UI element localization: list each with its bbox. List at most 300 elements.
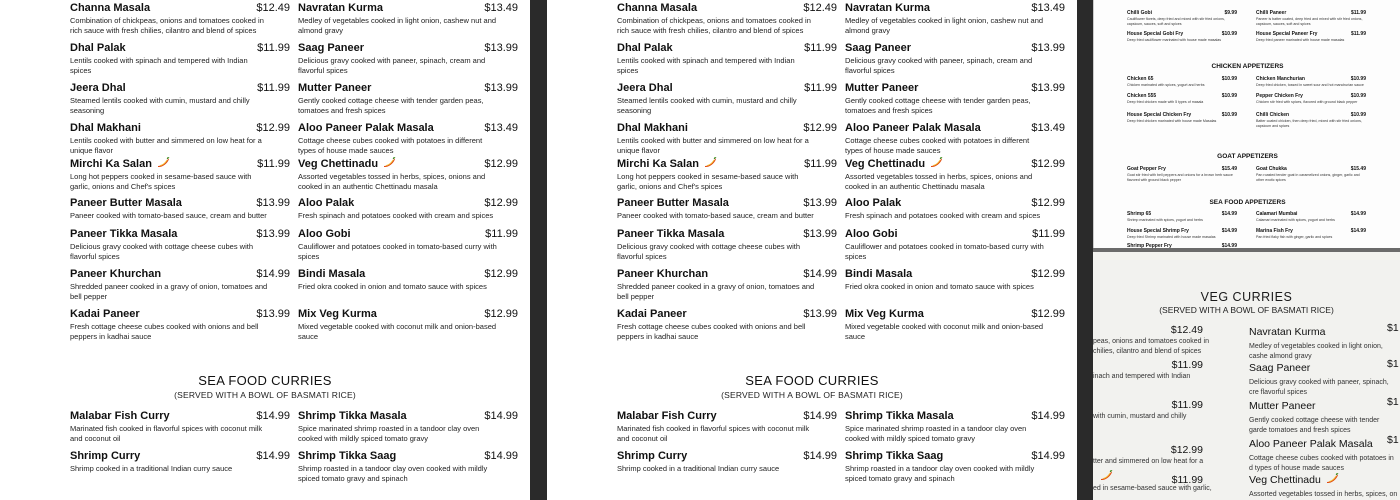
menu-item-price: $10.99 — [1221, 93, 1237, 99]
menu-item-row — [1127, 112, 1237, 118]
menu-item — [70, 308, 290, 342]
menu-item-price: $11.99 — [1350, 31, 1366, 37]
menu-item-description: Medley of vegetables cooked in light onion, cashe almond gravy — [1249, 343, 1383, 360]
menu-item-price: $12.99 — [1031, 197, 1065, 209]
menu-item — [1093, 324, 1213, 356]
menu-item-name-text: Aloo Gobi — [845, 228, 898, 240]
menu-item-description: Medley of vegetables cooked in light onion, cashew nut and almond gravy — [845, 16, 1044, 35]
menu-item — [1127, 10, 1237, 26]
menu-item-row — [1256, 166, 1366, 172]
menu-item-row — [70, 42, 290, 54]
menu-item-description: Spice marinated shrimp roasted in a tandoor clay oven cooked with mildly spiced tomato gravy — [298, 424, 480, 443]
menu-item-price: $11.99 — [804, 82, 837, 94]
menu-item-row — [845, 122, 1065, 134]
menu-item-row — [298, 308, 518, 320]
menu-item — [1249, 470, 1399, 500]
menu-item-description: Steamed lentils cooked with cumin, mustard and chilly seasoning — [617, 96, 797, 115]
menu-item-name-text: Mirchi Ka Salan — [617, 158, 699, 170]
menu-item-row — [845, 42, 1065, 54]
menu-item-description: Delicious gravy cooked with cottage cheese cubes with flavorful spices — [617, 242, 801, 261]
menu-item-name — [617, 157, 717, 170]
menu-item — [298, 410, 518, 444]
menu-item — [845, 268, 1065, 292]
chili-pepper-icon — [703, 157, 717, 168]
menu-item-price: $10.99 — [1350, 76, 1366, 82]
menu-item-price: $12.99 — [256, 122, 290, 134]
menu-item — [70, 82, 290, 116]
menu-item-name — [298, 157, 396, 170]
menu-item-name: Chicken 65 — [1127, 76, 1154, 82]
menu-item-description: with cumin, mustard and chilly — [1093, 413, 1187, 420]
menu-item-description: Shredded paneer cooked in a gravy of onion, tomatoes and bell pepper — [617, 282, 815, 301]
menu-item-name — [845, 228, 898, 240]
menu-item-description: Lentils cooked with butter and simmered on low heat for a unique flavor — [70, 136, 262, 155]
menu-item-row — [298, 410, 518, 422]
menu-item-description: Deep fried chicken made with 5 types of masala — [1127, 100, 1204, 104]
menu-item-description: Combination of chickpeas, onions and tomatoes cooked in rich sauce with fresh chilies, cilantro and blend of spices — [70, 16, 264, 35]
menu-item-description: Gently cooked cottage cheese with tender garden peas, tomatoes and fresh spices — [298, 96, 484, 115]
menu-item-row — [617, 2, 837, 14]
section-header — [10, 373, 520, 400]
menu-item-price: $12.99 — [484, 158, 518, 170]
menu-item — [617, 228, 837, 262]
menu-item-row — [845, 308, 1065, 320]
section-header — [1093, 290, 1400, 315]
menu-item-row — [298, 197, 518, 209]
menu-item-price: $11.99 — [257, 42, 290, 54]
menu-item-price: $1 — [1387, 396, 1399, 408]
menu-item-name-text: Dhal Palak — [617, 42, 673, 54]
section-header — [557, 373, 1067, 400]
menu-item-row — [617, 268, 837, 280]
menu-item-name-text: Mirchi Ka Salan — [70, 158, 152, 170]
menu-item-description: Lentils cooked with butter and simmered on low heat for a unique flavor — [617, 136, 809, 155]
menu-item-description: Long hot peppers cooked in sesame-based sauce with garlic, onions and Chef's spices — [70, 172, 252, 191]
menu-item — [845, 82, 1065, 116]
menu-item — [845, 450, 1065, 484]
menu-item-name — [70, 82, 126, 94]
menu-item-name: Calamari Mumbai — [1256, 211, 1298, 217]
menu-item-name-text: Mutter Paneer — [1249, 400, 1316, 412]
menu-item-price: $12.49 — [1170, 324, 1203, 336]
menu-item — [1249, 434, 1399, 473]
menu-item — [1249, 322, 1399, 361]
menu-item — [845, 2, 1065, 36]
menu-item-price: $14.99 — [1031, 410, 1065, 422]
menu-item-price: $13.49 — [484, 122, 518, 134]
menu-item — [1093, 474, 1213, 494]
menu-item-row — [1256, 211, 1366, 217]
menu-item-price: $14.99 — [803, 450, 837, 462]
menu-item-name: Chilli Gobi — [1127, 10, 1152, 16]
menu-item-description: Marinated fish cooked in flavorful spices with coconut milk and coconut oil — [70, 424, 263, 443]
menu-item-row — [845, 82, 1065, 94]
menu-item — [70, 157, 290, 192]
menu-item-name: House Special Gobi Fry — [1127, 31, 1184, 37]
menu-item-price: $11.99 — [257, 158, 290, 170]
menu-item-description: Pan fried flaky fish with ginger, garlic and spices — [1256, 235, 1333, 239]
menu-item-name — [1249, 400, 1316, 412]
menu-item-name-text: Veg Chettinadu — [1249, 474, 1321, 486]
menu-item-description: Paneer is batter coated, deep fried and mixed with stir fried onions, capsicum, sauces, soft and spices — [1256, 17, 1363, 26]
menu-item — [617, 157, 837, 192]
menu-item-row — [298, 42, 518, 54]
menu-item-price: $13.99 — [1031, 82, 1065, 94]
menu-item-row — [70, 228, 290, 240]
menu-item-name-text: Aloo Paneer Palak Masala — [298, 122, 434, 134]
menu-item-price: $13.99 — [1031, 42, 1065, 54]
menu-item-price: $12.99 — [1031, 308, 1065, 320]
menu-item-name: Chilli Paneer — [1256, 10, 1287, 16]
menu-item-description: Cottage cheese cubes cooked with potatoes in d types of house made sauces — [1249, 455, 1394, 472]
menu-item-row — [298, 122, 518, 134]
menu-item-name: Shrimp Curry — [70, 450, 141, 462]
menu-item-price: $11.99 — [485, 228, 518, 240]
menu-item-name-text: Jeera Dhal — [70, 82, 126, 94]
menu-item-name — [70, 122, 141, 134]
menu-item — [298, 450, 518, 484]
menu-item-description: Lentils cooked with spinach and tempered with Indian spices — [70, 56, 248, 75]
menu-item-price: $13.49 — [1031, 122, 1065, 134]
menu-item-description: Shrimp roasted in a tandoor clay oven cooked with mildly spiced tomato gravy and spinach — [845, 464, 1035, 483]
menu-item-description: Gently cooked cottage cheese with tender garden peas, tomatoes and fresh spices — [845, 96, 1031, 115]
menu-item-price: $15.49 — [1221, 166, 1237, 172]
menu-item-row — [617, 197, 837, 209]
menu-item — [617, 268, 837, 302]
menu-item-row — [70, 122, 290, 134]
menu-item-name — [617, 308, 687, 320]
menu-item-name — [298, 42, 364, 54]
menu-item-price: $14.99 — [484, 450, 518, 462]
menu-item-price: $14.99 — [484, 410, 518, 422]
menu-item-price: $10.99 — [1350, 93, 1366, 99]
menu-item-price: $13.99 — [803, 228, 837, 240]
menu-item-description: Assorted vegetables tossed in herbs, spices, onions and cooked in an authentic Chettinadu masala — [298, 172, 486, 191]
menu-item-row — [70, 157, 290, 170]
menu-item-price: $14.99 — [256, 450, 290, 462]
menu-item-row — [1256, 10, 1366, 16]
menu-item — [70, 42, 290, 76]
menu-item-price: $12.99 — [1170, 444, 1203, 456]
menu-item-description: Cauliflower and potatoes cooked in tomato-based curry with spices — [298, 242, 497, 261]
menu-item-description: Fried okra cooked in onion and tomato sauce with spices — [298, 282, 487, 291]
menu-item-price: $14.99 — [256, 268, 290, 280]
menu-sheet — [0, 0, 530, 500]
section-title: SEA FOOD APPETIZERS — [1209, 199, 1286, 206]
menu-item-row — [845, 450, 1065, 462]
menu-item-name — [845, 122, 981, 134]
menu-item-name — [70, 197, 182, 209]
menu-item-name — [845, 268, 912, 280]
menu-item-row — [70, 268, 290, 280]
menu-item-price: $9.99 — [1224, 10, 1237, 16]
menu-item-description: Fresh cottage cheese cubes cooked with onions and bell peppers in kadhai sauce — [617, 322, 806, 341]
menu-item — [1256, 166, 1366, 182]
menu-item-row — [298, 82, 518, 94]
menu-item-name-text: Aloo Gobi — [298, 228, 351, 240]
menu-item-name — [1249, 474, 1339, 486]
menu-item-name — [298, 228, 351, 240]
menu-item-name — [845, 82, 918, 94]
section-subtitle: (SERVED WITH A BOWL OF BASMATI RICE) — [1159, 305, 1334, 315]
menu-item-name-text: Dhal Makhani — [617, 122, 688, 134]
menu-item-price: $13.49 — [1031, 2, 1065, 14]
menu-item — [70, 122, 290, 156]
menu-page-1 — [0, 0, 530, 500]
menu-item — [1256, 112, 1366, 128]
menu-item — [1256, 228, 1366, 240]
menu-item-name: House Special Chicken Fry — [1127, 112, 1192, 118]
menu-item-name-text: Navratan Kurma — [298, 2, 383, 14]
menu-item — [1256, 31, 1366, 43]
menu-item-name: Pepper Chicken Fry — [1256, 93, 1303, 99]
menu-item-name — [845, 2, 930, 14]
menu-item-description: Fresh spinach and potatoes cooked with cream and spices — [298, 211, 494, 220]
menu-item-description: Cauliflower and potatoes cooked in tomato-based curry with spices — [845, 242, 1044, 261]
menu-item-price: $15.49 — [1350, 166, 1366, 172]
menu-item-name: House Special Paneer Fry — [1256, 31, 1318, 37]
menu-item-description: Long hot peppers cooked in sesame-based sauce with garlic, onions and Chef's spices — [617, 172, 799, 191]
section-title: VEG CURRIES — [1200, 290, 1293, 304]
menu-item-row — [845, 157, 1065, 170]
menu-item-price: $12.49 — [256, 2, 290, 14]
section-subtitle: (SERVED WITH A BOWL OF BASMATI RICE) — [174, 390, 356, 400]
menu-item-name: Marina Fish Fry — [1256, 228, 1293, 234]
menu-item-name-text: Paneer Butter Masala — [70, 197, 182, 209]
menu-item-price: $11.99 — [1171, 474, 1203, 486]
menu-item-description: Shrimp cooked in a traditional Indian curry sauce — [70, 464, 233, 473]
menu-item-description: Deep fried Shrimp marinated with house made masalas — [1127, 235, 1216, 239]
menu-item — [617, 308, 837, 342]
menu-item-price: $14.99 — [803, 268, 837, 280]
chili-pepper-icon — [929, 157, 943, 168]
menu-item-description: Mixed vegetable cooked with coconut milk and onion-based sauce — [845, 322, 1044, 341]
menu-item-row — [70, 450, 290, 462]
menu-item-price: $13.99 — [256, 197, 290, 209]
menu-item-name — [845, 197, 901, 209]
menu-item-name — [70, 42, 126, 54]
menu-item-name-text: Mutter Paneer — [298, 82, 372, 94]
menu-item-price: $10.99 — [1221, 76, 1237, 82]
menu-item — [845, 410, 1065, 444]
menu-item-price: $12.99 — [1031, 268, 1065, 280]
menu-item — [845, 157, 1065, 192]
menu-item-name — [617, 82, 673, 94]
menu-item — [617, 450, 837, 474]
menu-item-name: Shrimp Tikka Masala — [845, 410, 954, 422]
menu-item-name-text: Paneer Tikka Masala — [617, 228, 725, 240]
chili-pepper-icon — [382, 157, 396, 168]
menu-item-name: Shrimp Tikka Saag — [845, 450, 944, 462]
menu-item — [845, 197, 1065, 221]
menu-item-name-text: Channa Masala — [617, 2, 698, 14]
menu-item-name-text: Aloo Palak — [845, 197, 902, 209]
page-divider — [1077, 0, 1093, 500]
menu-item-name — [617, 2, 697, 14]
menu-item-row — [1127, 243, 1237, 248]
menu-item-row — [845, 228, 1065, 240]
section-subtitle: (SERVED WITH A BOWL OF BASMATI RICE) — [721, 390, 903, 400]
menu-item-row — [70, 308, 290, 320]
menu-item-description: Fresh spinach and potatoes cooked with cream and spices — [845, 211, 1041, 220]
menu-item — [1093, 399, 1213, 422]
menu-item — [298, 2, 518, 36]
menu-item-description: Delicious gravy cooked with cottage cheese cubes with flavorful spices — [70, 242, 254, 261]
menu-item — [1249, 396, 1399, 435]
section-title: SEA FOOD CURRIES — [745, 373, 879, 388]
menu-item-row — [1127, 76, 1237, 82]
menu-item-description: Shredded paneer cooked in a gravy of onion, tomatoes and bell pepper — [70, 282, 268, 301]
menu-item-name — [617, 268, 708, 280]
section-title: SEA FOOD CURRIES — [198, 373, 332, 388]
menu-item-name-text: Jeera Dhal — [617, 82, 673, 94]
menu-item-name: Chilli Chicken — [1256, 112, 1290, 118]
menu-item-row — [617, 122, 837, 134]
menu-item-price: $12.99 — [484, 197, 518, 209]
menu-item-description: Steamed lentils cooked with cumin, mustard and chilly seasoning — [70, 96, 250, 115]
menu-item-name-text: Kadai Paneer — [617, 308, 687, 320]
menu-item-name: Goat Pepper Fry — [1127, 166, 1166, 172]
menu-item-name — [845, 42, 911, 54]
menu-item-price: $13.99 — [484, 42, 518, 54]
menu-item — [617, 122, 837, 156]
menu-item — [845, 122, 1065, 156]
menu-item-name: Malabar Fish Curry — [617, 410, 717, 422]
menu-item-description: ed in sesame-based sauce with garlic, — [1093, 485, 1212, 492]
menu-item-name-text: Channa Masala — [70, 2, 151, 14]
menu-item-price: $11.99 — [257, 82, 290, 94]
menu-item-price: $12.49 — [803, 2, 837, 14]
menu-item-name — [70, 308, 140, 320]
menu-item — [617, 82, 837, 116]
menu-item-row — [617, 450, 837, 462]
menu-item-price: $1 — [1387, 358, 1399, 370]
menu-item-price: $12.99 — [484, 308, 518, 320]
menu-item-description: Chicken marinated with spices, yogurt and herbs — [1127, 83, 1205, 87]
menu-item-name — [1249, 438, 1373, 450]
menu-item-row — [70, 82, 290, 94]
menu-item-name-text: Bindi Masala — [845, 268, 913, 280]
menu-item — [1256, 10, 1366, 26]
menu-item — [1127, 76, 1237, 88]
menu-item-row — [1127, 228, 1237, 234]
menu-item-price: $11.99 — [1171, 399, 1203, 411]
menu-item-description: Shrimp cooked in a traditional Indian curry sauce — [617, 464, 780, 473]
menu-item-price: $14.99 — [1221, 243, 1237, 248]
menu-item — [617, 410, 837, 444]
chili-pepper-icon — [1325, 473, 1339, 484]
menu-item-name — [617, 197, 729, 209]
menu-item-name: House Special Shrimp Fry — [1127, 228, 1189, 234]
menu-item-name — [1249, 326, 1325, 338]
menu-item — [70, 228, 290, 262]
menu-item-description: inach and tempered with Indian — [1093, 373, 1191, 380]
menu-item-description: Paneer cooked with tomato-based sauce, cream and butter — [70, 211, 267, 220]
menu-item-name: Shrimp Curry — [617, 450, 688, 462]
menu-item-name — [617, 228, 724, 240]
menu-item — [1127, 93, 1237, 105]
menu-item — [70, 450, 290, 474]
menu-item-name-text: Navratan Kurma — [1249, 326, 1326, 338]
menu-photo-veg-curries — [1093, 252, 1400, 500]
menu-item-price: $1 — [1387, 322, 1399, 334]
menu-photo-appetizers — [1093, 0, 1400, 248]
menu-item-row — [1256, 31, 1366, 37]
menu-item-price: $12.99 — [484, 268, 518, 280]
menu-item-row — [298, 228, 518, 240]
menu-item-price: $11.99 — [1032, 228, 1065, 240]
menu-item-description: tter and simmered on low heat for a — [1093, 458, 1204, 465]
menu-item-name: Shrimp Tikka Masala — [298, 410, 407, 422]
menu-item-row — [1256, 76, 1366, 82]
menu-item-name: Shrimp Tikka Saag — [298, 450, 397, 462]
menu-item-name-text: Mix Veg Kurma — [845, 308, 924, 320]
menu-item — [1127, 228, 1237, 240]
menu-item-name: Chicken Manchurian — [1256, 76, 1305, 82]
menu-item-price: $14.99 — [1221, 211, 1237, 217]
menu-item-description: Paneer cooked with tomato-based sauce, cream and butter — [617, 211, 814, 220]
menu-item-description: Deep fried cauliflower marinated with house made masalas — [1127, 38, 1222, 42]
menu-item-price: $11.99 — [804, 158, 837, 170]
menu-item — [298, 42, 518, 76]
menu-item-description: Goat stir fried with bell peppers and onions for a brown herb sauce flavored with ground black pepper — [1127, 173, 1233, 182]
menu-item-row — [617, 410, 837, 422]
menu-item-description: Pan roasted tender goat in caramelized onions, ginger, garlic and other exotic spices — [1256, 173, 1360, 182]
menu-item-price: $14.99 — [1031, 450, 1065, 462]
menu-item-name-text: Mutter Paneer — [845, 82, 919, 94]
menu-item-name — [845, 308, 924, 320]
menu-item-price: $14.99 — [1350, 211, 1366, 217]
menu-item-name — [298, 82, 371, 94]
menu-item-name — [70, 268, 161, 280]
menu-item-price: $11.99 — [804, 42, 837, 54]
section-title: CHICKEN APPETIZERS — [1211, 63, 1284, 70]
menu-item-name-text: Dhal Palak — [70, 42, 126, 54]
menu-item-row — [617, 308, 837, 320]
menu-item-row — [845, 410, 1065, 422]
menu-item-description: Fresh cottage cheese cubes cooked with onions and bell peppers in kadhai sauce — [70, 322, 259, 341]
menu-item-price: $10.99 — [1221, 31, 1237, 37]
menu-item-row — [1127, 93, 1237, 99]
menu-item-price: $13.99 — [256, 228, 290, 240]
menu-item-price: $13.99 — [803, 197, 837, 209]
menu-item-name — [70, 2, 150, 14]
menu-item — [70, 2, 290, 36]
menu-item-name-text: Mix Veg Kurma — [298, 308, 377, 320]
menu-item — [298, 197, 518, 221]
menu-item-name — [298, 308, 377, 320]
menu-item-row — [298, 450, 518, 462]
menu-item — [1127, 166, 1237, 182]
menu-item-description: Cauliflower florets, deep fried and mixed with stir fried onions, capsicum, sauces, soft and spices — [1127, 17, 1225, 26]
menu-item-price: $13.99 — [484, 82, 518, 94]
menu-item — [70, 197, 290, 221]
menu-item-description: Marinated fish cooked in flavorful spices with coconut milk and coconut oil — [617, 424, 810, 443]
menu-item — [70, 268, 290, 302]
menu-item-name-text: Aloo Palak — [298, 197, 355, 209]
menu-item-price: $10.99 — [1350, 112, 1366, 118]
menu-item-price: $1 — [1387, 434, 1399, 446]
menu-item — [845, 42, 1065, 76]
menu-item-row — [617, 42, 837, 54]
menu-item-name-text: Dhal Makhani — [70, 122, 141, 134]
menu-item-name — [845, 157, 943, 170]
menu-item — [617, 197, 837, 221]
menu-item — [1256, 211, 1366, 223]
menu-item-row — [1127, 10, 1237, 16]
menu-item-row — [1256, 93, 1366, 99]
menu-item-row — [617, 228, 837, 240]
